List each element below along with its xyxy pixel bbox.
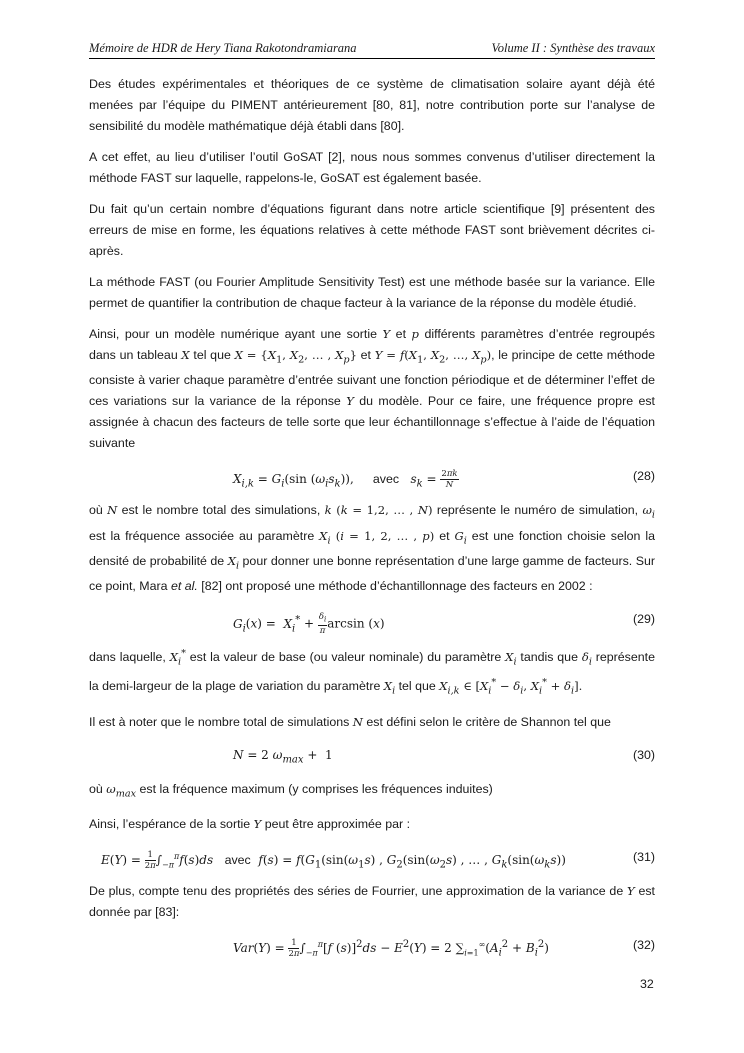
header-volume: Volume II : Synthèse des travaux <box>491 41 655 55</box>
paragraph-7: dans laquelle, $X_i^*$ est la valeur de base (ou valeur nominale) du paramètre $X_i$ tandis que $\delta_i$ représente la demi-largeur de la plage de variation du paramètre $X_i$ tel que $X_{i,k}$ ∈ [$X_i^* - \delta_i$, $X_i^* + \delta_i$]. <box>89 648 655 697</box>
equation-number-32: (32) <box>632 937 655 952</box>
equation-number-30: (30) <box>632 747 655 762</box>
paragraph-11: De plus, compte tenu des propriétés des séries de Fourrier, une approximation de la variance de Y est donnée par [83]: <box>89 883 655 919</box>
equation-28: $X_{i,k} = G_i(\sin$ $(\omega_is_k)$), avec $s_k$ = $\frac{2\pi k}{N}$ (28) <box>233 469 655 491</box>
page-number: 32 <box>640 977 654 991</box>
paragraph-9: où $\omega_{max}$ est la fréquence maximum (y comprises les fréquences induites) <box>89 781 493 799</box>
paragraph-10: Ainsi, l’espérance de la sortie Y peut être approximée par : <box>89 816 411 831</box>
equation-30: N = 2 $\omega_{max} + 1$ (30) <box>233 747 655 765</box>
equation-29: $G_i(x) = X_i^*$ + $\frac{\delta_i}{\pi}$ arcsin (x) (29) <box>233 612 655 636</box>
equation-number-31: (31) <box>632 849 655 864</box>
paragraph-1: Des études expérimentales et théoriques de ce système de climatisation solaire ayant déjà été menées par l’équipe du PIMENT antérieurement [80, 81], notre contribution porte sur l’analyse de sensibilité du modèle mathématique déjà établi dans [80]. <box>89 77 655 133</box>
paragraph-5: Ainsi, pour un modèle numérique ayant une sortie Y et p différents paramètres d’entrée regroupés dans un tableau X tel que $X = \{X_1$, $X_2$, … , $X_p$} et $Y = f(X_1$, $X_2$, …, $X_p$), le principe de cette méthode consiste à varier chaque paramètre d’entrée suivant une fonction périodique et de déterminer l’effet de ces variations sur la variance de la réponse Y du modèle. Pour ce faire, une fréquence propre est assignée à chacun des facteurs de telle sorte que leur échantillonnage s’effectue à l’aide de l’équation suivante <box>89 327 656 451</box>
page-body <box>89 74 655 969</box>
equation-32: Var(Y) = $\frac{1}{2\pi}$ $\int_{-\pi}^\pi[f$ $(s)]^2ds - E^2(Y) = 2$ $\sum_{i=1}^\infty(A_i^2 + B_i^2)$ (32) <box>233 937 655 959</box>
header-author: Mémoire de HDR de Hery Tiana Rakotondramiarana <box>89 41 357 55</box>
equation-number-28: (28) <box>632 469 655 484</box>
equation-31: E(Y) = $\frac{1}{2\pi}$ $\int_{-\pi}^\pi f(s)ds$ avec $f(s) = f(G_1(\sin(\omega_1s)$ , $G_2(\sin(\omega_2s)$ , … , $G_k(\sin(\omega_ks))$ (31) <box>101 849 655 871</box>
equation-number-29: (29) <box>632 612 655 627</box>
paragraph-2: A cet effet, au lieu d’utiliser l’outil GoSAT [2], nous nous sommes convenus d’utiliser directement la méthode FAST sur laquelle, rappelons-le, GoSAT est également basée. <box>89 150 655 185</box>
paragraph-6: où N est le nombre total des simulations, k (k = 1,2, … , N) représente le numéro de simulation, $\omega_i$ est la fréquence associée au paramètre $X_i$ (i = 1, 2, … , p) et $G_i$ est une fonction choisie selon la densité de probabilité de $X_i$ pour donner une bonne représentation d’une large gamme de facteurs. Sur ce point, Mara et al. [82] ont proposé une méthode d’échantillonnage des facteurs en 2002 : <box>89 503 656 594</box>
running-header <box>89 41 655 59</box>
paragraph-8: Il est à noter que le nombre total de simulations N est défini selon le critère de Shannon tel que <box>89 714 611 729</box>
paragraph-3: Du fait qu’un certain nombre d’équations figurant dans notre article scientifique [9] présentent des erreurs de mise en forme, les équations relatives à cette méthode FAST sont brièvement décrites ci-après. <box>89 202 655 258</box>
header-rule <box>89 58 655 59</box>
paragraph-4: La méthode FAST (ou Fourier Amplitude Sensitivity Test) est une méthode basée sur la variance. Elle permet de quantifier la contribution de chaque facteur à la variance de la réponse du modèle étudié. <box>89 275 655 310</box>
